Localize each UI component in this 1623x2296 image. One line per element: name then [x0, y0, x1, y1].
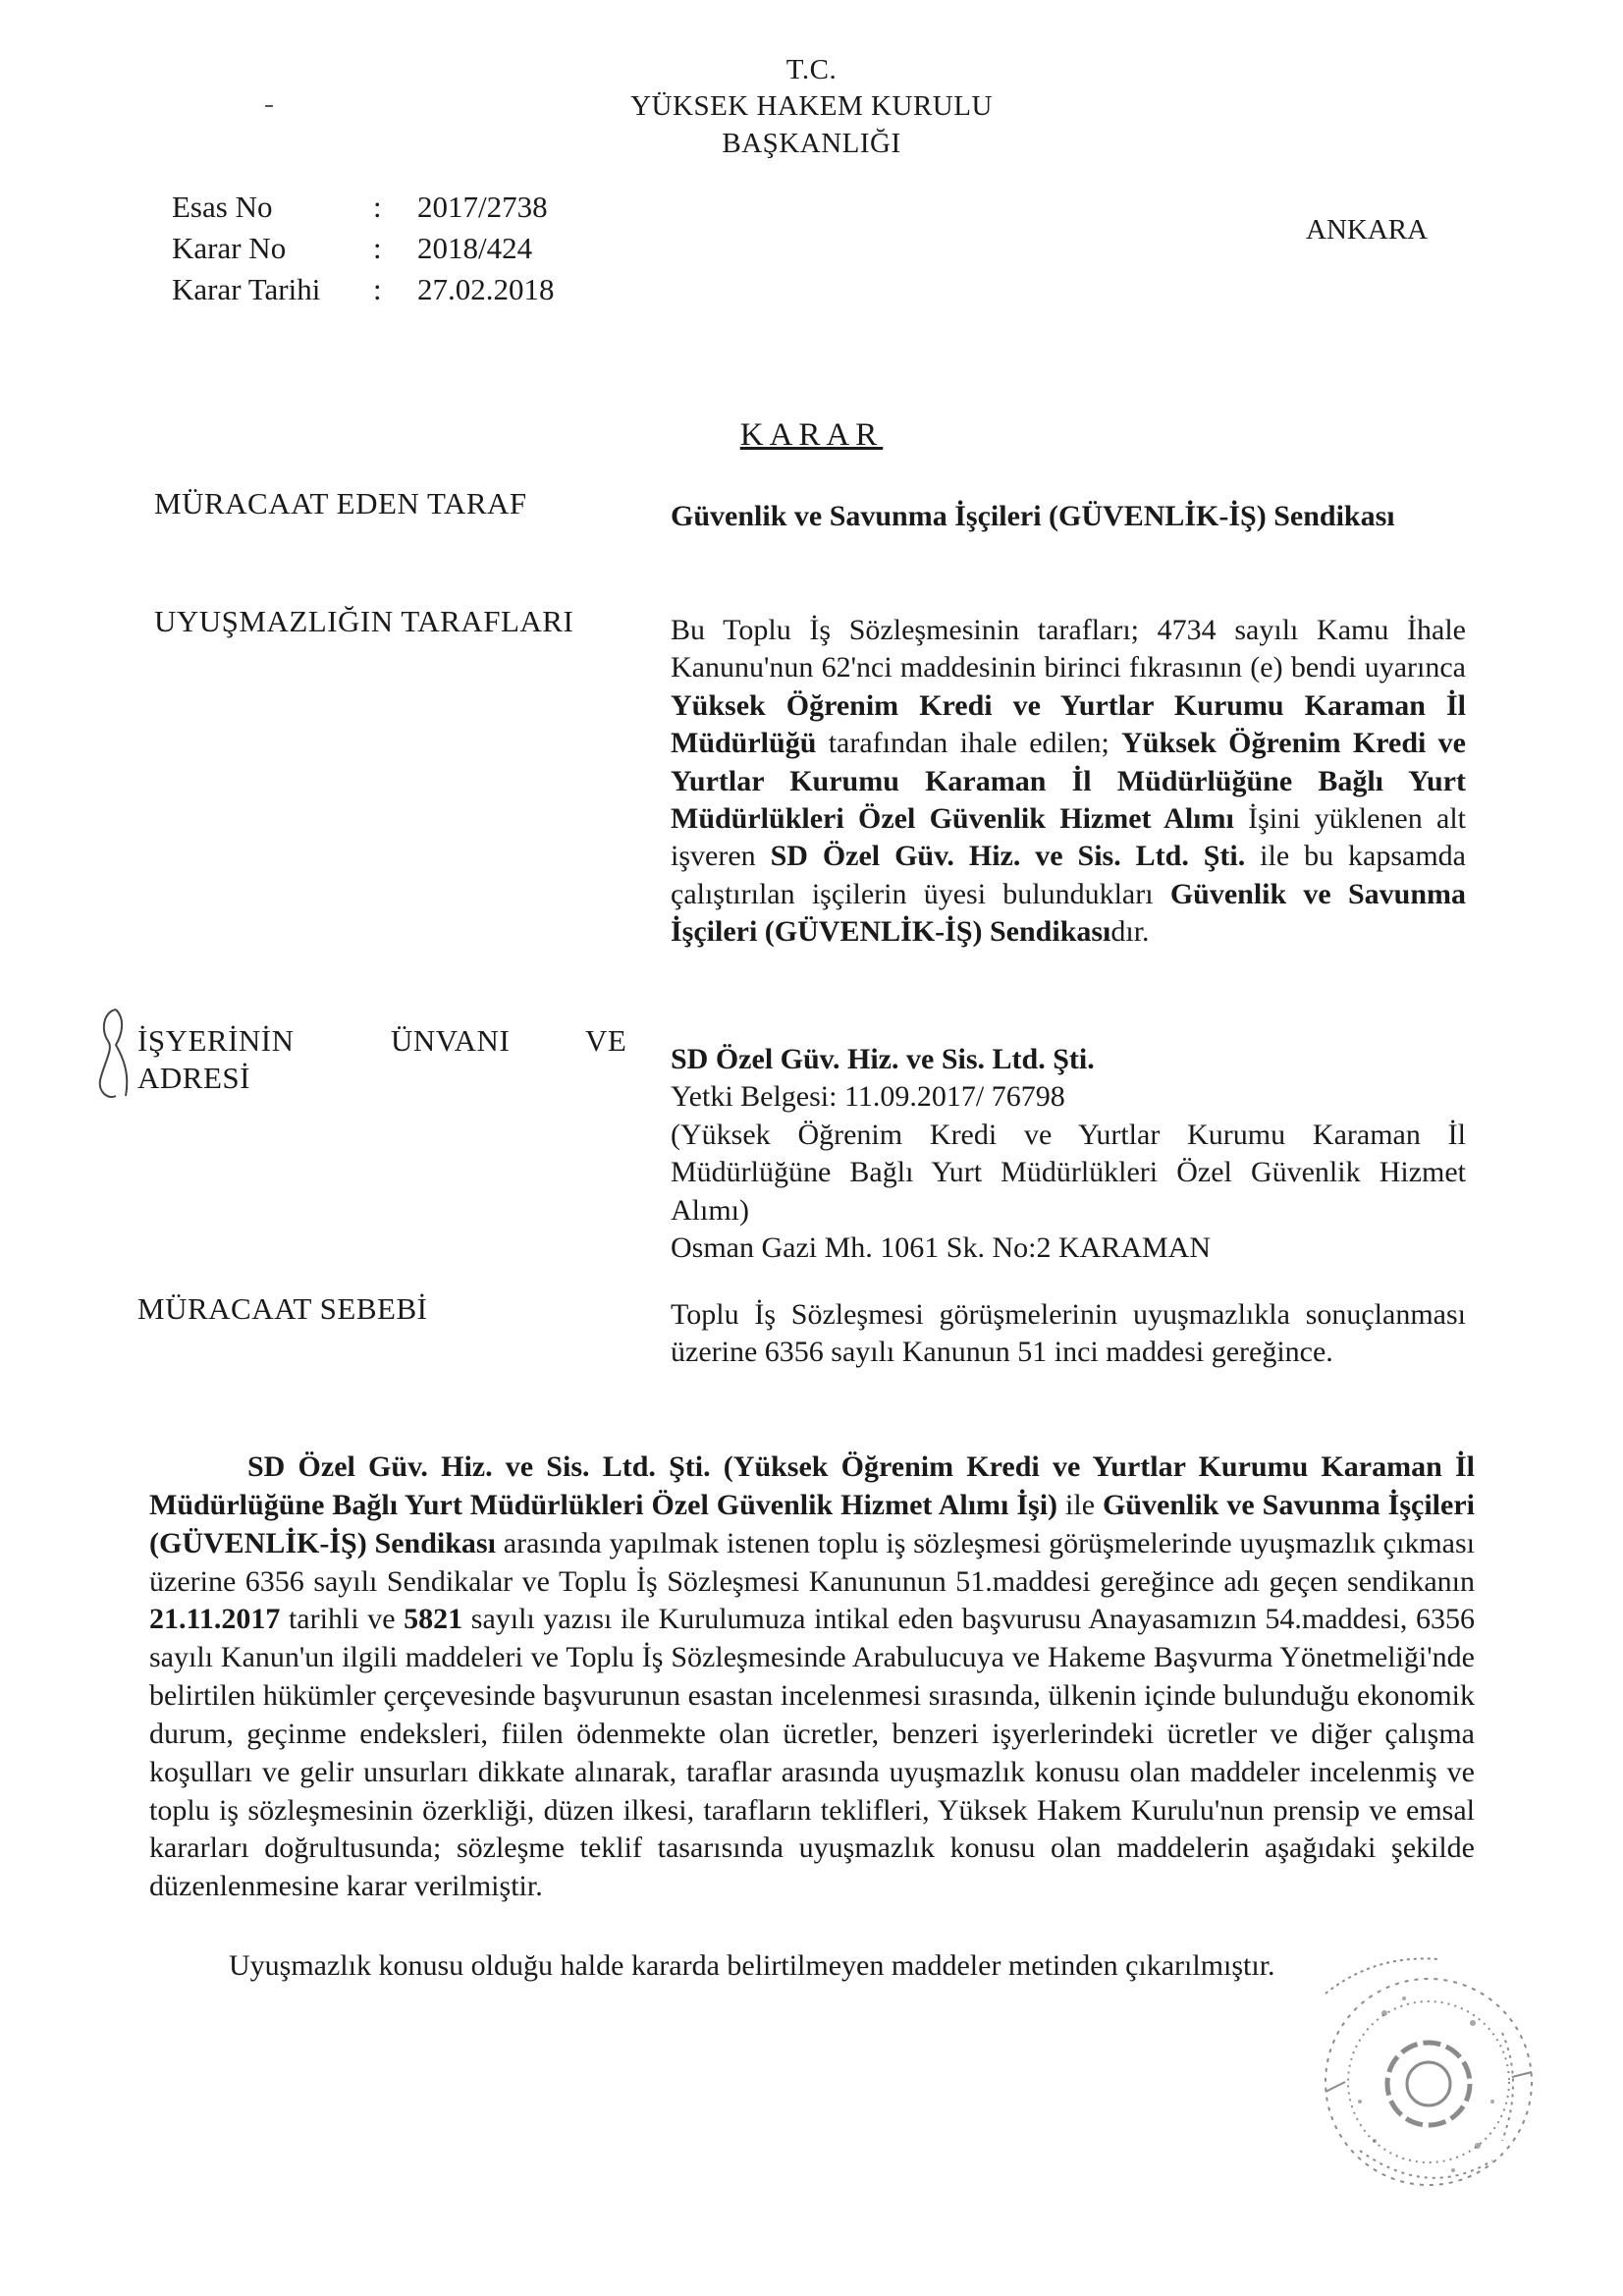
official-seal	[1267, 1954, 1561, 2200]
isyeri-value	[671, 1041, 1466, 1267]
isyeri-label-word2: ÜNVANI	[391, 1023, 511, 1058]
meta-block	[172, 187, 555, 310]
taraflar-text-1: Bu Toplu İş Sözleşmesinin tarafları; 4734 sayılı Kamu İhale Kanunu'nun 62'nci maddesinin birinci fıkrasının (e) bendi uyarınca	[671, 614, 1466, 684]
muracaat-eden-label: MÜRACAAT EDEN TARAF	[154, 486, 527, 520]
handwritten-margin-mark	[86, 1002, 145, 1110]
taraflar-bold-3: SD Özel Güv. Hiz. ve Sis. Ltd. Şti.	[770, 840, 1246, 873]
taraflar-bold-1: Yüksek Öğrenim Kredi ve Yurtlar Kurumu Karaman İl Müdürlüğü	[671, 688, 1466, 760]
isyeri-label-line2: ADRESİ	[137, 1061, 250, 1095]
main-text-3: tarihli ve	[280, 1603, 405, 1636]
main-bold-1: SD Özel Güv. Hiz. ve Sis. Ltd. Şti. (Yüksek Öğrenim Kredi ve Yurtlar Kurumu Karaman İl Müdürlüğüne Bağlı Yurt Müdürlükleri Özel Güvenlik Hizmet Alımı İşi)	[149, 1450, 1475, 1521]
karar-tarihi-row	[172, 269, 555, 310]
header-line-tc: T.C.	[785, 54, 838, 85]
taraflar-value	[671, 612, 1466, 952]
karar-tarihi-label: Karar Tarihi	[172, 271, 321, 306]
karar-no-sep: :	[373, 230, 382, 265]
header-line-institution: YÜKSEK HAKEM KURULU	[630, 90, 993, 122]
isyeri-name-text: SD Özel Güv. Hiz. ve Sis. Ltd. Şti.	[671, 1043, 1095, 1075]
isyeri-label-line1	[137, 1023, 295, 1059]
sebep-value: Toplu İş Sözleşmesi görüşmelerinin uyuşmazlıkla sonuçlanması üzerine 6356 sayılı Kanunun 51 inci maddesi gereğince.	[671, 1298, 1466, 1369]
main-text-1: ile	[1057, 1488, 1103, 1521]
esas-sep: :	[373, 190, 382, 224]
isyeri-yetki: Yetki Belgesi: 11.09.2017/ 76798	[671, 1080, 1065, 1114]
main-bold-3: 21.11.2017	[149, 1603, 281, 1636]
main-paragraph	[149, 1449, 1475, 1906]
main-bold-4: 5821	[404, 1603, 463, 1636]
taraflar-text-2: tarafından ihale edilen;	[816, 727, 1122, 760]
karar-tarihi-value: 27.02.2018	[417, 271, 555, 306]
taraflar-bold-2: Yüksek Öğrenim Kredi ve Yurtlar Kurumu Karaman İl Müdürlüğüne Bağlı Yurt Müdürlükleri Özel Güvenlik Hizmet Alımı	[671, 727, 1466, 835]
document-title: KARAR	[739, 417, 884, 453]
main-bold-2: Güvenlik ve Savunma İşçileri (GÜVENLİK-İŞ) Sendikası	[149, 1488, 1475, 1559]
closing-sentence: Uyuşmazlık konusu olduğu halde kararda belirtilmeyen maddeler metinden çıkarılmıştır.	[229, 1949, 1275, 1982]
esas-row	[172, 187, 555, 228]
muracaat-eden-value	[671, 498, 1466, 535]
main-text-2: arasında yapılmak istenen toplu iş sözleşmesi görüşmelerinde uyuşmazlık çıkması üzerine 6356 sayılı Sendikalar ve Toplu İş Sözleşmesi Kanununun 51.maddesi gereğince adı geçen sendikanın	[149, 1526, 1475, 1598]
taraflar-text-3: İşini yüklenen alt işveren	[671, 801, 1466, 873]
karar-no-value: 2018/424	[417, 230, 533, 265]
taraflar-text-5: dır.	[1110, 915, 1150, 949]
isyeri-address: Osman Gazi Mh. 1061 Sk. No:2 KARAMAN	[671, 1230, 1211, 1264]
isyeri-label-word1: İŞYERİNİN	[137, 1023, 295, 1058]
sebep-label: MÜRACAAT SEBEBİ	[137, 1291, 428, 1326]
taraflar-label: UYUŞMAZLIĞIN TARAFLARI	[154, 604, 574, 638]
isyeri-desc: (Yüksek Öğrenim Kredi ve Yurtlar Kurumu Karaman İl Müdürlüğüne Bağlı Yurt Müdürlükleri Özel Güvenlik Hizmet Alımı)	[671, 1118, 1466, 1227]
karar-tarihi-sep: :	[373, 271, 382, 306]
isyeri-label-word3: VE	[585, 1023, 627, 1058]
esas-label: Esas No	[172, 190, 273, 224]
header-line-presidency: BAŞKANLIĞI	[722, 128, 901, 159]
esas-value: 2017/2738	[417, 190, 548, 224]
muracaat-eden-name: Güvenlik ve Savunma İşçileri (GÜVENLİK-İŞ) Sendikası	[671, 500, 1395, 532]
taraflar-text-4: ile bu kapsamda çalıştırılan işçilerin üyesi bulundukları	[671, 840, 1466, 910]
city-label: ANKARA	[1306, 214, 1429, 246]
karar-no-row	[172, 228, 555, 269]
karar-no-label: Karar No	[172, 230, 287, 265]
main-text-4: sayılı yazısı ile Kurulumuza intikal eden başvurusu Anayasamızın 54.maddesi, 6356 sayılı Kanun'un ilgili maddeleri ve Toplu İş Sözleşmesinde Arabulucuya ve Hakeme Başvurma Yönetmeliği'nde belirtilen hükümler çerçevesinde başvurunun esastan incelenmesi sırasında, ülkenin içinde bulunduğu ekonomik durum, geçinme endeksleri, fiilen ödenmekte olan ücretler, benzeri işyerlerindeki ücretler ve diğer çalışma koşulları ve gelir unsurları dikkate alınarak, taraflar arasında uyuşmazlık konusu olan maddeler incelenmiş ve toplu iş sözleşmesinin özerkliği, düzen ilkesi, tarafların teklifleri, Yüksek Hakem Kurulu'nun prensip ve emsal kararları doğrultusunda; sözleşme teklif tasarısında uyuşmazlık konusu olan maddelerin aşağıdaki şekilde düzenlenmesine karar verilmiştir.	[149, 1603, 1476, 1903]
taraflar-bold-4: Güvenlik ve Savunma İşçileri (GÜVENLİK-İŞ) Sendikası	[671, 877, 1466, 949]
isyeri-name	[671, 1041, 1466, 1078]
